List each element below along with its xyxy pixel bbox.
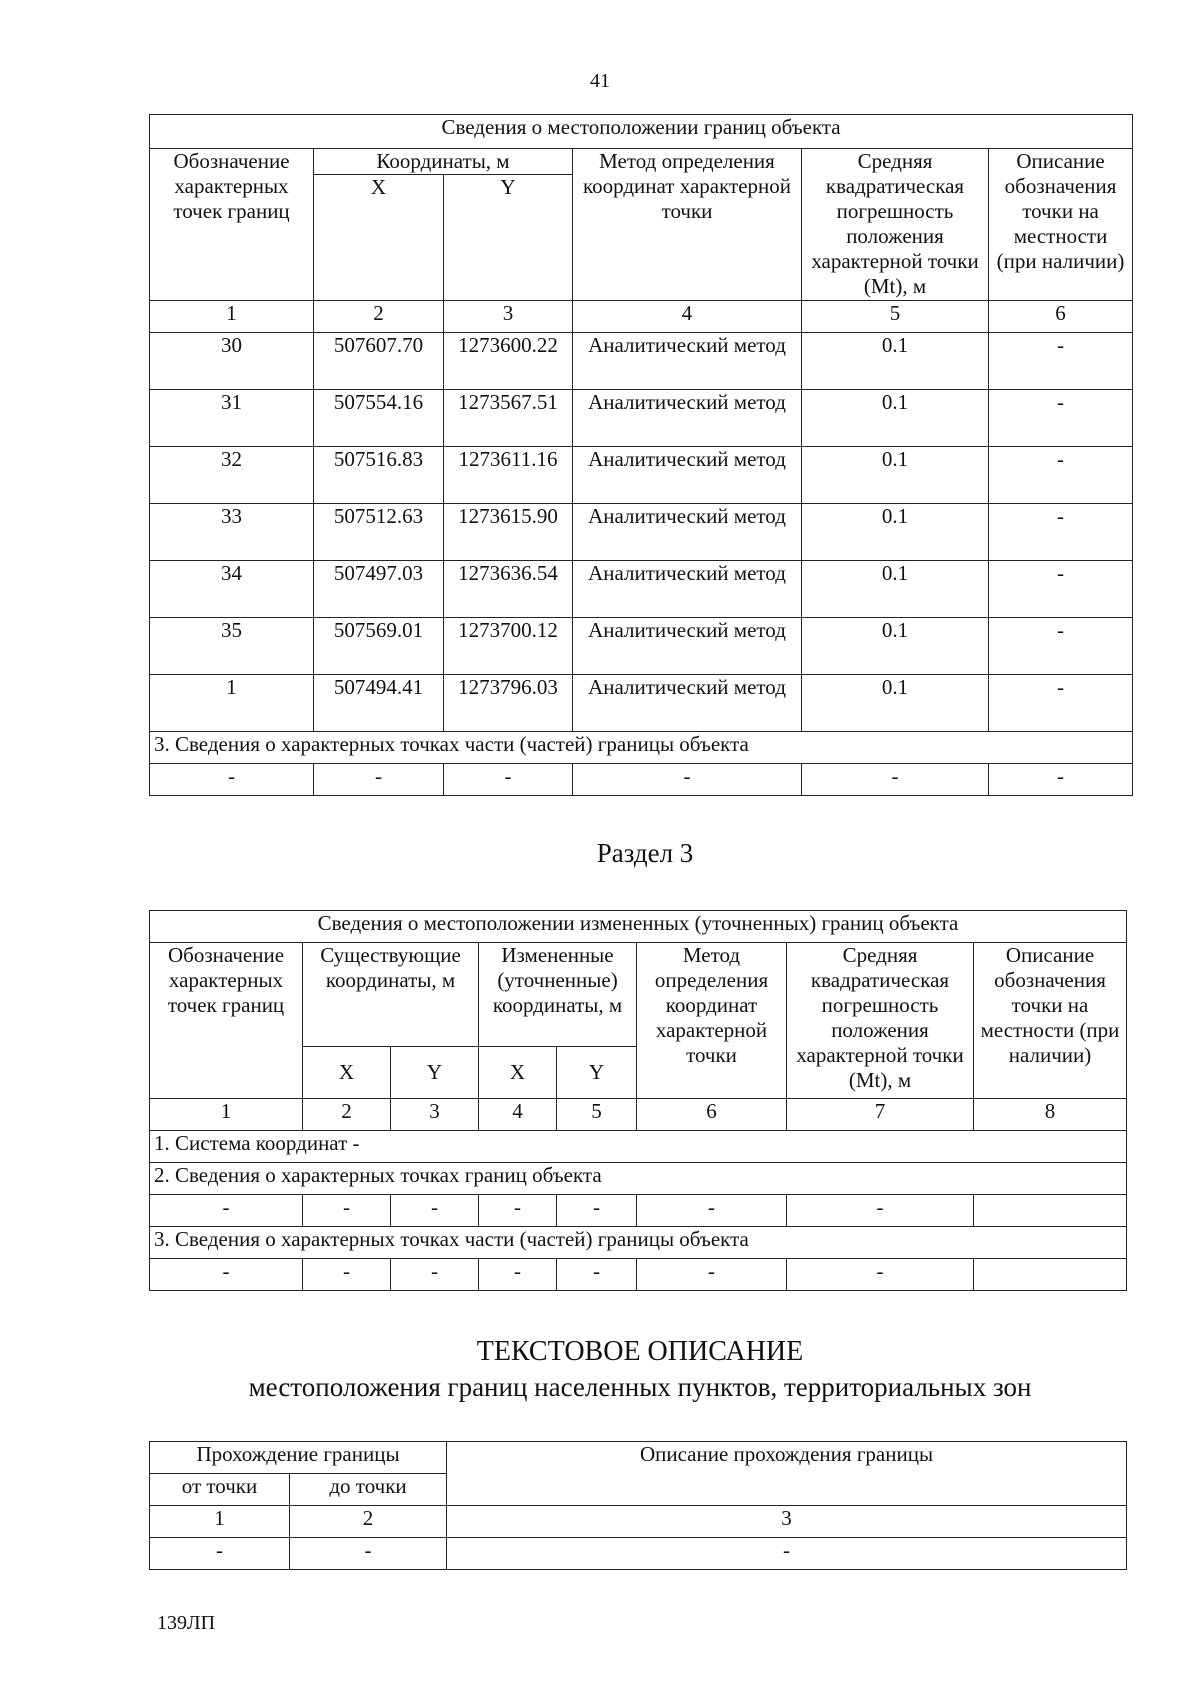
cell-error: 0.1 bbox=[802, 390, 989, 447]
col-number: 5 bbox=[557, 1099, 637, 1131]
cell-method: Аналитический метод bbox=[573, 618, 802, 675]
cell-point: 35 bbox=[150, 618, 314, 675]
header-from: от точки bbox=[150, 1474, 290, 1506]
boundary-points-table bbox=[149, 114, 1133, 796]
table-cell: - bbox=[150, 764, 314, 796]
table-cell: - bbox=[989, 764, 1133, 796]
table-row bbox=[150, 504, 1133, 561]
table-cell: - bbox=[637, 1259, 787, 1291]
col-number: 3 bbox=[391, 1099, 479, 1131]
header-y: Y bbox=[391, 1047, 479, 1099]
parts-heading: 3. Сведения о характерных точках части (частей) границы объекта bbox=[150, 1227, 1127, 1259]
cell-x: 507569.01 bbox=[314, 618, 444, 675]
header-existing: Существующие координаты, м bbox=[303, 943, 479, 1047]
table-cell: - bbox=[391, 1195, 479, 1227]
points-row bbox=[150, 1195, 1127, 1227]
cell-y: 1273636.54 bbox=[444, 561, 573, 618]
cell-x: 507512.63 bbox=[314, 504, 444, 561]
table-cell: - bbox=[391, 1259, 479, 1291]
cell-point: 32 bbox=[150, 447, 314, 504]
table-cell bbox=[974, 1195, 1127, 1227]
cell-x: 507497.03 bbox=[314, 561, 444, 618]
cell-method: Аналитический метод bbox=[573, 561, 802, 618]
table-cell: - bbox=[637, 1195, 787, 1227]
table-row bbox=[150, 333, 1133, 390]
header-error: Средняя квадратическая погрешность положения характерной точки (Mt), м bbox=[802, 149, 989, 301]
header-to: до точки bbox=[290, 1474, 447, 1506]
col-number: 1 bbox=[150, 1506, 290, 1538]
cell-description: - bbox=[989, 390, 1133, 447]
cell-error: 0.1 bbox=[802, 561, 989, 618]
cell-error: 0.1 bbox=[802, 504, 989, 561]
page-number: 41 bbox=[590, 70, 610, 92]
header-method: Метод определения координат характерной точки bbox=[573, 149, 802, 301]
table-row bbox=[150, 561, 1133, 618]
col-number: 1 bbox=[150, 1099, 303, 1131]
cell-error: 0.1 bbox=[802, 618, 989, 675]
cell-y: 1273615.90 bbox=[444, 504, 573, 561]
table-cell: - bbox=[557, 1195, 637, 1227]
cell-x: 507607.70 bbox=[314, 333, 444, 390]
column-numbers-row bbox=[150, 1506, 1127, 1538]
table-cell: - bbox=[150, 1195, 303, 1227]
table-title: Сведения о местоположении измененных (уточненных) границ объекта bbox=[150, 911, 1127, 943]
header-x: X bbox=[303, 1047, 391, 1099]
parts-heading: 3. Сведения о характерных точках части (частей) границы объекта bbox=[150, 732, 1133, 764]
table-cell: - bbox=[444, 764, 573, 796]
cell-method: Аналитический метод bbox=[573, 675, 802, 732]
col-number: 2 bbox=[303, 1099, 391, 1131]
points-heading: 2. Сведения о характерных точках границ объекта bbox=[150, 1163, 1127, 1195]
col-number: 6 bbox=[637, 1099, 787, 1131]
header-y: Y bbox=[444, 175, 573, 301]
cell-point: 31 bbox=[150, 390, 314, 447]
table-cell: - bbox=[802, 764, 989, 796]
cell-error: 0.1 bbox=[802, 675, 989, 732]
col-number: 7 bbox=[787, 1099, 974, 1131]
cell-error: 0.1 bbox=[802, 447, 989, 504]
section-title: Раздел 3 bbox=[596, 838, 694, 868]
header-points: Обозначение характерных точек границ bbox=[150, 149, 314, 301]
cell-description: - bbox=[989, 447, 1133, 504]
header-passage: Прохождение границы bbox=[150, 1442, 447, 1474]
col-number: 8 bbox=[974, 1099, 1127, 1131]
changed-boundaries-table bbox=[149, 910, 1127, 1291]
table-cell: - bbox=[787, 1195, 974, 1227]
coord-system-row: 1. Система координат - bbox=[150, 1131, 1127, 1163]
header-description: Описание обозначения точки на местности (при наличии) bbox=[974, 943, 1127, 1099]
col-number: 4 bbox=[479, 1099, 557, 1131]
col-number: 2 bbox=[314, 301, 444, 333]
col-number: 4 bbox=[573, 301, 802, 333]
table-cell: - bbox=[479, 1195, 557, 1227]
text-description-subtitle: местоположения границ населенных пунктов, территориальных зон bbox=[248, 1372, 1032, 1402]
header-y: Y bbox=[557, 1047, 637, 1099]
table-cell: - bbox=[479, 1259, 557, 1291]
cell-method: Аналитический метод bbox=[573, 390, 802, 447]
boundary-passage-table bbox=[149, 1441, 1127, 1570]
cell-error: 0.1 bbox=[802, 333, 989, 390]
table-cell: - bbox=[150, 1259, 303, 1291]
cell-description: - bbox=[989, 504, 1133, 561]
col-number: 3 bbox=[444, 301, 573, 333]
cell-x: 507494.41 bbox=[314, 675, 444, 732]
cell-point: 30 bbox=[150, 333, 314, 390]
header-description: Описание обозначения точки на местности (при наличии) bbox=[989, 149, 1133, 301]
cell-x: 507554.16 bbox=[314, 390, 444, 447]
table-cell: - bbox=[303, 1259, 391, 1291]
header-passage-description: Описание прохождения границы bbox=[447, 1442, 1127, 1506]
header-coords: Координаты, м bbox=[314, 149, 573, 175]
parts-row bbox=[150, 1259, 1127, 1291]
cell-method: Аналитический метод bbox=[573, 333, 802, 390]
cell-y: 1273611.16 bbox=[444, 447, 573, 504]
text-description-title: ТЕКСТОВОЕ ОПИСАНИЕ bbox=[476, 1336, 804, 1367]
document-code: 139ЛП bbox=[157, 1612, 216, 1634]
col-number: 5 bbox=[802, 301, 989, 333]
cell-description: - bbox=[989, 675, 1133, 732]
cell-x: 507516.83 bbox=[314, 447, 444, 504]
col-number: 2 bbox=[290, 1506, 447, 1538]
cell-point: 34 bbox=[150, 561, 314, 618]
table-cell: - bbox=[787, 1259, 974, 1291]
cell-point: 1 bbox=[150, 675, 314, 732]
col-number: 3 bbox=[447, 1506, 1127, 1538]
table-cell: - bbox=[303, 1195, 391, 1227]
col-number: 6 bbox=[989, 301, 1133, 333]
table-cell: - bbox=[150, 1538, 290, 1570]
cell-point: 33 bbox=[150, 504, 314, 561]
table-cell: - bbox=[557, 1259, 637, 1291]
header-error: Средняя квадратическая погрешность положения характерной точки (Mt), м bbox=[787, 943, 974, 1099]
column-numbers-row bbox=[150, 1099, 1127, 1131]
table-cell: - bbox=[447, 1538, 1127, 1570]
cell-y: 1273600.22 bbox=[444, 333, 573, 390]
cell-description: - bbox=[989, 561, 1133, 618]
table-row bbox=[150, 447, 1133, 504]
cell-y: 1273796.03 bbox=[444, 675, 573, 732]
table-row bbox=[150, 618, 1133, 675]
table-cell: - bbox=[314, 764, 444, 796]
header-x: X bbox=[314, 175, 444, 301]
table-title: Сведения о местоположении границ объекта bbox=[150, 115, 1133, 149]
header-method: Метод определения координат характерной точки bbox=[637, 943, 787, 1099]
cell-method: Аналитический метод bbox=[573, 504, 802, 561]
column-numbers-row bbox=[150, 301, 1133, 333]
cell-y: 1273700.12 bbox=[444, 618, 573, 675]
table-cell: - bbox=[573, 764, 802, 796]
cell-description: - bbox=[989, 333, 1133, 390]
table-row bbox=[150, 675, 1133, 732]
cell-method: Аналитический метод bbox=[573, 447, 802, 504]
table-cell: - bbox=[290, 1538, 447, 1570]
header-x: X bbox=[479, 1047, 557, 1099]
table-row bbox=[150, 1538, 1127, 1570]
cell-description: - bbox=[989, 618, 1133, 675]
header-points: Обозначение характерных точек границ bbox=[150, 943, 303, 1099]
table-row bbox=[150, 390, 1133, 447]
parts-row bbox=[150, 764, 1133, 796]
table-cell bbox=[974, 1259, 1127, 1291]
header-changed: Измененные (уточненные) координаты, м bbox=[479, 943, 637, 1047]
cell-y: 1273567.51 bbox=[444, 390, 573, 447]
col-number: 1 bbox=[150, 301, 314, 333]
